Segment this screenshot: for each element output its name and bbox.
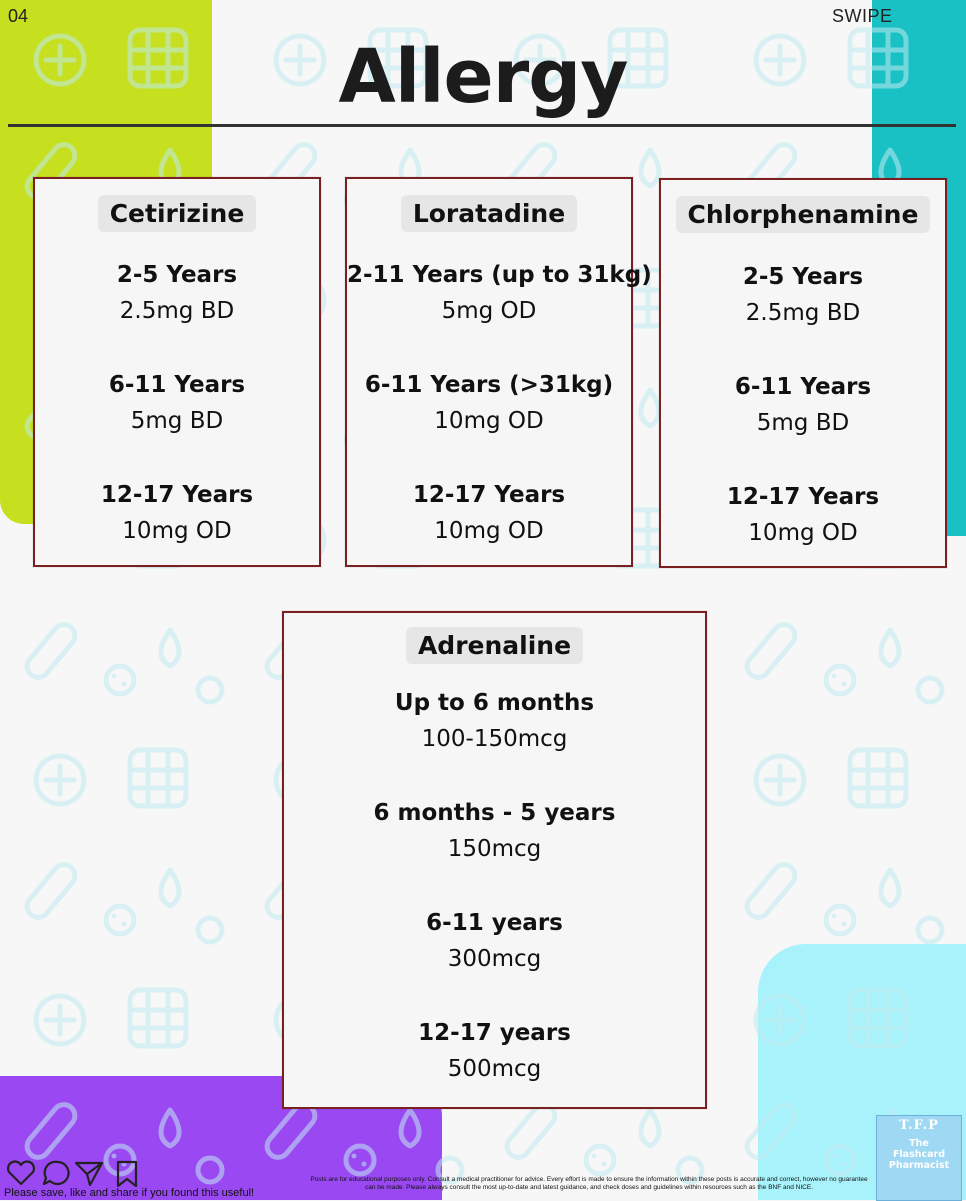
dose-amount: 5mg OD — [441, 298, 537, 324]
drug-card-adrenaline — [282, 611, 707, 1109]
dose-group — [661, 479, 945, 551]
dose-group — [284, 685, 705, 757]
share-icon[interactable] — [76, 1163, 102, 1185]
dose-amount: 300mcg — [447, 946, 542, 972]
dose-group — [284, 795, 705, 867]
footer-call-to-action: Please save, like and share if you found this useful! — [4, 1187, 255, 1199]
dose-age: 12-17 years — [418, 1020, 571, 1046]
comment-icon[interactable] — [44, 1162, 69, 1184]
brand-logo — [876, 1115, 962, 1201]
dose-group — [35, 257, 319, 329]
dose-amount: 150mcg — [447, 836, 542, 862]
dose-group — [35, 477, 319, 549]
swipe-label: SWIPE — [832, 6, 893, 26]
dose-amount: 10mg OD — [434, 408, 544, 434]
dose-group — [347, 257, 652, 329]
dose-group — [661, 369, 945, 441]
logo-line: Flashcard — [892, 1149, 946, 1160]
dose-age: 6 months - 5 years — [373, 800, 616, 826]
logo-line: Pharmacist — [888, 1160, 950, 1171]
dose-age: 2-5 Years — [116, 262, 238, 288]
dose-amount: 2.5mg BD — [119, 298, 235, 324]
dose-group — [35, 367, 319, 439]
dose-age: 12-17 Years — [726, 484, 880, 510]
drug-card-chlorphenamine — [659, 178, 947, 568]
drug-name-pill: Cetirizine — [98, 195, 257, 232]
drug-card-loratadine — [345, 177, 652, 567]
dose-age: 12-17 Years — [412, 482, 566, 508]
title-divider — [8, 124, 956, 127]
dose-age: 2-11 Years (up to 31kg) — [347, 262, 652, 288]
dose-group — [284, 1015, 705, 1087]
dose-age: 6-11 Years — [108, 372, 246, 398]
logo-name — [877, 1138, 961, 1171]
dose-amount: 10mg OD — [748, 520, 858, 546]
dose-age: 6-11 years — [426, 910, 563, 936]
social-actions — [6, 1158, 142, 1188]
dose-group — [347, 477, 631, 549]
bookmark-icon[interactable] — [118, 1162, 136, 1186]
drug-name-pill: Adrenaline — [406, 627, 583, 664]
dose-group — [661, 259, 945, 331]
dose-group — [284, 905, 705, 977]
dose-amount: 10mg OD — [434, 518, 544, 544]
logo-line: The — [909, 1138, 929, 1149]
dose-age: 2-5 Years — [742, 264, 864, 290]
heart-icon[interactable] — [8, 1162, 34, 1184]
dose-group — [347, 367, 631, 439]
dose-amount: 100-150mcg — [421, 726, 568, 752]
dose-amount: 2.5mg BD — [745, 300, 861, 326]
dose-age: 12-17 Years — [100, 482, 254, 508]
drug-card-cetirizine — [33, 177, 321, 567]
dose-age: 6-11 Years — [734, 374, 872, 400]
page-number: 04 — [8, 6, 29, 26]
logo-abbreviation: T.F.P — [899, 1118, 939, 1133]
dose-amount: 500mcg — [447, 1056, 542, 1082]
disclaimer: Posts are for educational purposes only. Consult a medical practitioner for advice. Every effort is made to ensure the information within these posts is accurate and correct, however no guarantee can be made. Please always consult the most up-to-date and latest guidance, and check doses and guidelines within resources such as the BNF and NICE. — [310, 1176, 868, 1191]
dose-age: Up to 6 months — [394, 690, 595, 716]
drug-name-pill: Chlorphenamine — [676, 196, 931, 233]
dose-amount: 10mg OD — [122, 518, 232, 544]
page-title: Allergy — [338, 34, 628, 120]
dose-age: 6-11 Years (>31kg) — [364, 372, 614, 398]
drug-name-pill: Loratadine — [401, 195, 577, 232]
dose-amount: 5mg BD — [130, 408, 224, 434]
dose-amount: 5mg BD — [756, 410, 850, 436]
